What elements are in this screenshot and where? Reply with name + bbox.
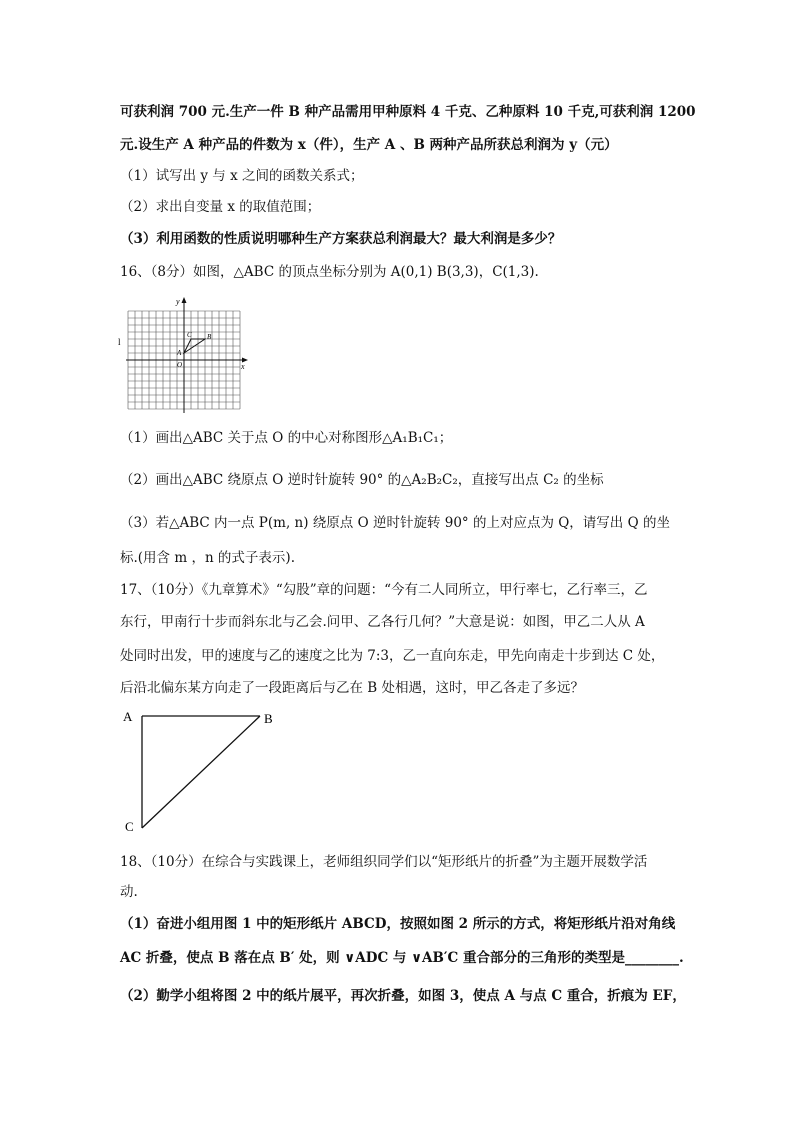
p16-question-1: （1）画出△ABC 关于点 O 的中心对称图形△A₁B₁C₁；	[120, 430, 453, 446]
p17-line1: 17、（10分）《九章算术》“勾股”章的问题：“今有二人同所立，甲行率七，乙行率三，乙	[120, 582, 648, 598]
p16-question-2: （2）画出△ABC 绕原点 O 逆时针旋转 90° 的△A₂B₂C₂，直接写出点 C₂ 的坐标	[120, 472, 604, 488]
p18-question-1-line1: （1）奋进小组用图 1 中的矩形纸片 ABCD，按照如图 2 所示的方式，将矩形纸片沿对角线	[120, 916, 676, 932]
p15-question-1: （1）试写出 y 与 x 之间的函数关系式；	[120, 168, 364, 184]
vertex-b-label: B	[264, 711, 273, 726]
p17-line4: 后沿北偏东某方向走了一段距离后与乙在 B 处相遇，这时，甲乙各走了多远？	[120, 680, 585, 696]
point-a-label: A	[177, 349, 182, 357]
p15-line2: 元.设生产 A 种产品的件数为 x（件），生产 A 、B 两种产品所获总利润为 y（元）	[120, 137, 618, 153]
x-axis-label: x	[241, 362, 245, 371]
p16-question-3-line2: 标.(用含 m ，n 的式子表示).	[120, 550, 295, 566]
p18-line2: 动.	[120, 884, 138, 900]
margin-mark: l	[118, 337, 121, 347]
p15-question-3: （3）利用函数的性质说明哪种生产方案获总利润最大？最大利润是多少？	[120, 231, 562, 247]
p17-triangle-figure	[118, 705, 288, 844]
side-cb	[142, 716, 260, 828]
y-axis-label: y	[176, 297, 180, 306]
point-b-label: B	[207, 333, 212, 341]
p16-grid-figure	[112, 295, 252, 419]
vertex-c-label: C	[125, 819, 134, 834]
y-axis-arrow	[182, 297, 187, 303]
point-c-label: C	[187, 331, 192, 339]
p17-line2: 东行，甲南行十步而斜东北与乙会.问甲、乙各行几何？”大意是说：如图，甲乙二人从 A	[120, 614, 645, 630]
p16-stem: 16、（8分）如图，△ABC 的顶点坐标分别为 A(0,1) B(3,3)，C(1,3).	[120, 264, 539, 280]
p15-question-2: （2）求出自变量 x 的取值范围；	[120, 199, 321, 215]
p17-line3: 处同时出发，甲的速度与乙的速度之比为 7:3，乙一直向东走，甲先向南走十步到达 C 处，	[120, 648, 665, 664]
p18-line1: 18、（10分）在综合与实践课上，老师组织同学们以“矩形纸片的折叠”为主题开展数学活	[120, 854, 648, 870]
origin-label: O	[177, 361, 183, 369]
vertex-a-label: A	[123, 709, 133, 724]
p18-question-1-line2: AC 折叠，使点 B 落在点 B′ 处，则 ∨ADC 与 ∨AB′C 重合部分的三角形的类型是________.	[120, 950, 684, 966]
p18-question-2-line1: （2）勤学小组将图 2 中的纸片展平，再次折叠，如图 3，使点 A 与点 C 重合，折痕为 EF，	[120, 988, 686, 1004]
p15-line1: 可获利润 700 元.生产一件 B 种产品需用甲种原料 4 千克、乙种原料 10 千克,可获利润 1200	[120, 104, 696, 120]
p16-question-3-line1: （3）若△ABC 内一点 P(m, n) 绕原点 O 逆时针旋转 90° 的上对应点为 Q，请写出 Q 的坐	[120, 515, 670, 531]
